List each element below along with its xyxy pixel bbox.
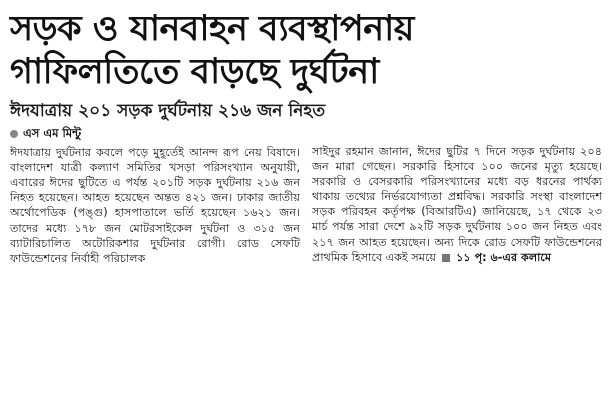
headline-line-2: গাফিলতিতে বাড়ছে দুর্ঘটনা xyxy=(10,52,379,92)
column-2-text: সাইদুর রহমান জানান, ঈদের ছুটির ৭ দিনে সড়ক দুর্ঘটনায় ২০৪ জন মারা গেছেন। সরকারি হিসাবে ১০০ জনের মৃত্যু হয়েছে। সরকারি ও বেসরকারি পরিসংখ্যানের মধ্যে বড় ধরনের পার্থক্য থাকায় তথ্যের নির্ভরযোগ্যতা প্রশ্নবিদ্ধ। সরকারি সংস্থা বাংলাদেশ সড়ক পরিবহন কর্তৃপক্ষ (বিআরটিএ) জানিয়েছে, ১৭ থেকে ২৩ মার্চ পর্যন্ত সারা দেশে ৯২টি সড়ক দুর্ঘটনায় ১০০ জন নিহত এবং ২১৭ জন আহত হয়েছেন। অন্য দিকে রোড সেফটি ফাউন্ডেশনের প্রাথমিক হিসাবে একই সময়ে xyxy=(312,145,602,264)
column-1 xyxy=(10,126,300,266)
headline-line-1: সড়ক ও যানবাহন ব্যবস্থাপনায় xyxy=(10,9,414,49)
column-1-text: ঈদযাত্রায় দুর্ঘটনার কবলে পড়ে মুহূর্তেই আনন্দ রূপ নেয় বিষাদে। বাংলাদেশ যাত্রী কল্যাণ সমিতির খসড়া পরিসংখ্যান অনুযায়ী, এবারের ঈদের ছুটিতে এ পর্যন্ত ২০১টি সড়ক দুর্ঘটনায় ২১৬ জন নিহত হয়েছেন। আহত হয়েছেন অন্তত ৪২১ জন। ঢাকার জাতীয় অর্থোপেডিক (পঙ্গু) হাসপাতালে ভর্তি হয়েছেন ১৬২১ জন। তাদের মধ্যে ১৭৮ জন মোটরসাইকেল দুর্ঘটনা ও ৩১৫ জন ব্যাটারিচালিত অটোরিকশার দুর্ঘটনার রোগী। রোড সেফটি ফাউন্ডেশনের নির্বাহী পরিচালক xyxy=(10,146,300,265)
column-2 xyxy=(312,126,602,266)
byline xyxy=(10,126,300,141)
article-body xyxy=(10,126,603,266)
bullet-icon xyxy=(10,130,18,138)
square-icon xyxy=(442,254,450,262)
column-2-paragraph xyxy=(312,144,602,265)
subheadline: ঈদযাত্রায় ২০১ সড়ক দুর্ঘটনায় ২১৬ জন নিহত xyxy=(10,101,326,121)
byline-author: এস এম মিন্টু xyxy=(23,126,82,140)
continuation-note: ১১ পৃ: ৬-এর কলামে xyxy=(456,250,552,264)
